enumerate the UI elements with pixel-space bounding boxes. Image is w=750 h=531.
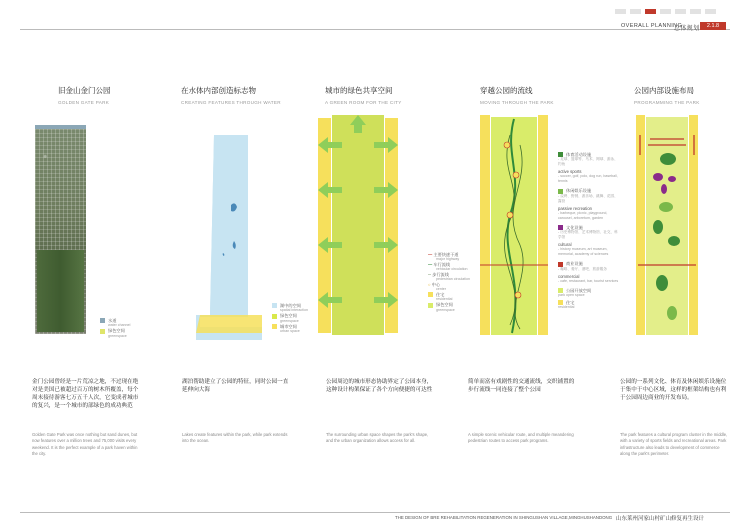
col5-title: 公园内部设施布局 — [634, 86, 694, 95]
legend-label: 水道 — [108, 318, 117, 323]
pedestrian-route-icon: ─ — [428, 272, 433, 277]
legend-sublabel: greenspace — [436, 307, 455, 312]
col2-subtitle: CREATING FEATURES THROUGH WATER — [181, 100, 281, 105]
legend-detail: - 历史博物馆、艺术博物馆、社交、科学馆 — [558, 230, 618, 240]
center-circle-icon: ○ — [428, 282, 432, 287]
legend-sublabel: spatial interaction — [280, 308, 308, 313]
legend-label: 文化设施 — [566, 224, 583, 230]
legend-label: 主要快速干道 — [433, 252, 459, 257]
legend-sublabel: center — [436, 287, 446, 291]
header-decor-square — [615, 9, 626, 14]
header-decor-square — [690, 9, 701, 14]
legend-label: 公园开放空间 — [566, 287, 592, 293]
legend-label: 商业设施 — [566, 261, 583, 267]
legend-sublabel: greenspace — [108, 333, 127, 338]
header-title: 总体规划 — [674, 26, 700, 32]
legend-detail: - history museum, art museum, memorial, academy of sciences — [558, 247, 609, 257]
header-decor-square — [705, 9, 716, 14]
residential-strip-left — [480, 115, 490, 335]
legend-detail: - cafe, restaurant, bar, tourist services — [558, 278, 619, 283]
col2-body-en: Lakes create features within the park, while park extends into the ocean. — [182, 432, 288, 444]
col3-body-cn: 公园周边的城市形态协助界定了公园本身，这种设计构架保证了各个方向便捷的可达性 — [326, 379, 433, 393]
legend-swatch — [272, 303, 277, 308]
header-decor-square — [675, 9, 686, 14]
center-node — [507, 212, 513, 218]
footer-project-en: THE DESIGN OF BRE REHABILITATION REGENERATION IN SHINGUSHAN VILLAGE,MINGHUSHANDONG — [395, 515, 613, 520]
col4-title: 穿越公园的流线 — [480, 86, 533, 95]
legend-sublabel: urban space — [280, 329, 300, 334]
legend-label: 绿色空间 — [436, 302, 453, 308]
coastline-water — [35, 125, 86, 129]
legend-swatch — [272, 314, 277, 319]
sports-zone — [660, 153, 676, 165]
legend-label: 绿色空间 — [280, 313, 297, 319]
col1-subtitle: GOLDEN GATE PARK — [58, 100, 110, 105]
cultural-zone — [661, 184, 667, 194]
footer-rule — [20, 512, 730, 513]
col2-title: 在水体内部创造标志物 — [181, 86, 256, 95]
col1-title: 旧金山金门公园 — [58, 86, 111, 95]
col5-legend — [558, 152, 620, 310]
col3-subtitle: A GREEN ROOM FOR THE CITY — [325, 100, 402, 105]
circulation-diagram — [480, 115, 548, 340]
footer-project-cn: 山东莱州河家山村矿山修复再生设计 — [616, 516, 705, 522]
legend-sublabel: water channel — [108, 323, 131, 328]
legend-label: 城市空间 — [280, 323, 297, 329]
col1-body-en: Golden Gate Park was once nothing but sand dunes, but now features over a million trees and 75,000 visits every weekend. It is the perfect example of a park haven within the city. — [32, 432, 138, 457]
residential-strip-right — [538, 115, 548, 335]
legend-label: 休闲娱乐设施 — [566, 188, 592, 194]
legend-sublabel: active sports — [558, 169, 582, 175]
park-water-body — [210, 135, 248, 315]
legend-sublabel: vehicular circulation — [436, 267, 468, 271]
header-label: OVERALL PLANNING — [621, 23, 683, 29]
ocean-edge-strip — [196, 315, 262, 333]
legend-swatch — [272, 324, 277, 329]
col1-legend — [100, 318, 130, 339]
legend-swatch — [428, 303, 433, 308]
cultural-zone — [668, 176, 676, 182]
legend-swatch — [100, 329, 105, 334]
col4-body-en: A simple scenic vehicular route, and multiple meandering pedestrian routes to access park programs. — [468, 432, 574, 444]
legend-sublabel: major highway — [436, 257, 460, 261]
legend-label: 住宅 — [566, 299, 575, 305]
legend-label: 绿色空间 — [108, 328, 125, 334]
legend-sublabel: park open space — [558, 292, 585, 297]
header-decor-square-accent — [645, 9, 656, 14]
legend-detail: - 烧烤、野餐、游乐场、跳舞、花园、露营 — [558, 193, 618, 203]
col5-subtitle: PROGRAMMING THE PARK — [634, 100, 700, 105]
legend-swatch — [428, 292, 433, 297]
sports-zone — [668, 236, 680, 246]
col4-legend — [428, 252, 470, 313]
legend-sublabel: pedestrian circulation — [436, 277, 470, 281]
legend-label: 中心 — [431, 282, 441, 287]
legend-swatch — [100, 318, 105, 323]
col5-body-cn: 公园的一系列文化、体育及休闲娱乐设施位于集中于中心区域，这样的框架结构也有利于公园周边商业的开发布局。 — [620, 379, 727, 401]
recreation-zone — [667, 306, 677, 320]
legend-label: 步行流线 — [432, 272, 449, 277]
legend-sublabel: cultural — [558, 242, 572, 248]
cultural-zone — [653, 173, 663, 181]
green-room-diagram — [318, 115, 398, 340]
legend-sublabel: residential — [436, 297, 453, 302]
legend-detail: - barbeque, picnic, playground, carousel, arboretum, garden — [558, 210, 608, 220]
sports-zone — [653, 220, 663, 234]
center-node — [504, 142, 510, 148]
legend-sublabel: passive recreation — [558, 205, 592, 211]
legend-detail: - 足球、篮球等、马术、网球、游泳、钓鱼 — [558, 157, 618, 167]
legend-detail: - soccer, golf, polo, dog run, baseball, tennis — [558, 174, 618, 184]
water-features-diagram — [196, 125, 266, 340]
col3-body-en: The surrounding urban space shapes the park's shape, and the urban organization allows access for all. — [326, 432, 429, 444]
legend-sublabel: residential — [558, 305, 575, 310]
park-open-space — [646, 117, 688, 335]
legend-detail: - 咖啡、餐厅、酒吧、旅游服务 — [558, 266, 607, 271]
page-number-badge: 2.1.8 — [700, 22, 726, 30]
col4-body-cn: 简单而富有戏剧性的交通流线，交织铺置的步行流线一同连接了整个公园 — [468, 379, 575, 393]
col2-legend — [272, 303, 308, 334]
center-node — [515, 292, 521, 298]
legend-label: 车行流线 — [433, 262, 451, 267]
legend-label: 湖中的空间 — [280, 303, 301, 308]
center-node — [513, 172, 519, 178]
legend-label: 体育活动设施 — [566, 152, 592, 157]
programming-diagram — [636, 115, 698, 340]
col5-body-en: The park features a cultural program cluster in the middle, with a variety of sports fields and recreational areas. Park infrastructure also leads to development of commerce along the park's perimeter. — [620, 432, 728, 457]
vehicle-route-icon: ━ — [428, 262, 434, 267]
sports-zone — [656, 275, 668, 291]
header-decor-square — [630, 9, 641, 14]
legend-swatch — [558, 262, 563, 267]
legend-label: 住宅 — [436, 292, 445, 297]
col2-body-cn: 湖泊帮助建立了公园的特征，同时公园一直延伸向大海 — [182, 379, 289, 393]
legend-sublabel: commercial — [558, 273, 580, 279]
col4-subtitle: MOVING THROUGH THE PARK — [480, 100, 554, 105]
highway-icon: ━ — [428, 252, 434, 257]
golden-gate-park-green — [37, 250, 84, 332]
recreation-zone — [659, 202, 673, 212]
col1-body-cn: 金门公园曾经是一片荒凉之地，不过现在绝对是美国已被超过百万的树木所覆盖，每个周末接待游客七万五千人次，它变成者城市的复兴，是一个城市的部绿色的成功典范 — [32, 379, 139, 409]
header-decor-square — [660, 9, 671, 14]
col3-title: 城市的绿色共享空间 — [325, 86, 393, 95]
legend-sublabel: greenspace — [280, 318, 299, 323]
header-rule — [20, 29, 730, 30]
